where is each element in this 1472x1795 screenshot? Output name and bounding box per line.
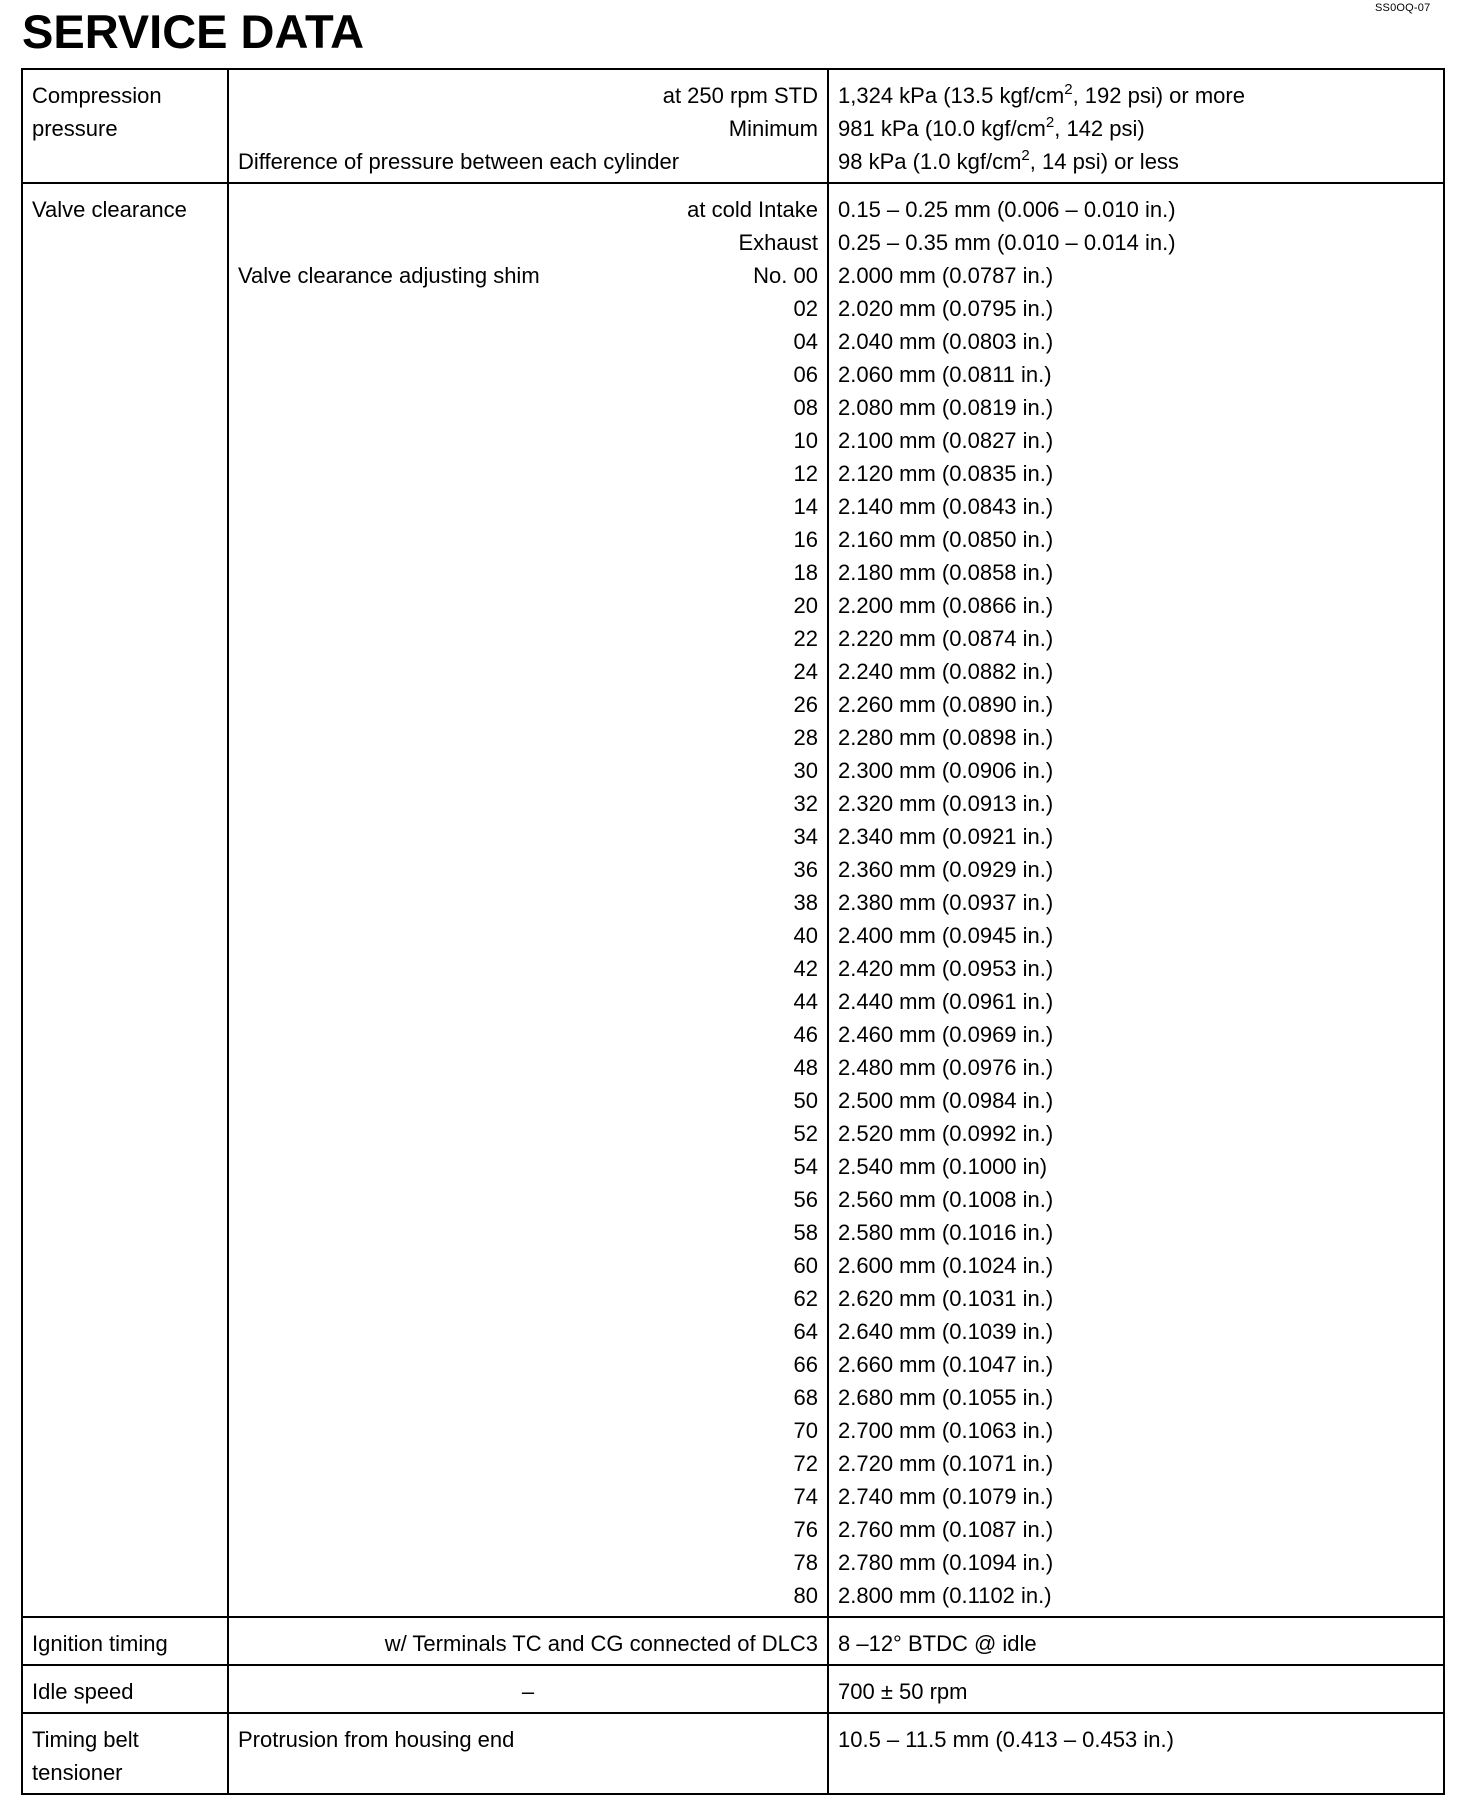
shim-row (238, 589, 818, 622)
shim-number: 54 (793, 1154, 818, 1179)
table-row (22, 1713, 1444, 1794)
shim-thickness-value: 2.240 mm (0.0882 in.) (838, 659, 1054, 684)
shim-row (238, 952, 818, 985)
shim-number: 60 (793, 1253, 818, 1278)
shim-thickness-value: 2.080 mm (0.0819 in.) (838, 395, 1054, 420)
spec-value: 1,324 kPa (13.5 kgf/$cm^2$, 192 psi) or more (838, 81, 1245, 108)
page-title: SERVICE DATA (22, 5, 365, 58)
shim-number: 46 (793, 1022, 818, 1047)
shim-number: 52 (793, 1121, 818, 1146)
service-data-table (21, 68, 1445, 1795)
shim-number: 18 (793, 560, 818, 585)
shim-thickness-value: 2.340 mm (0.0921 in.) (838, 824, 1054, 849)
shim-row (238, 1051, 818, 1084)
shim-thickness-value: 2.200 mm (0.0866 in.) (838, 593, 1054, 618)
shim-row (238, 655, 818, 688)
shim-row (238, 622, 818, 655)
shim-number: 80 (793, 1583, 818, 1608)
condition-cell (228, 1665, 828, 1713)
shim-thickness-value: 2.560 mm (0.1008 in.) (838, 1187, 1054, 1212)
spec-cell (828, 183, 1444, 1617)
shim-thickness-value: 2.480 mm (0.0976 in.) (838, 1055, 1054, 1080)
shim-thickness-value: 2.420 mm (0.0953 in.) (838, 956, 1054, 981)
shim-thickness-value: 2.020 mm (0.0795 in.) (838, 296, 1054, 321)
row-label-cell (22, 1665, 228, 1713)
shim-thickness-value: 2.520 mm (0.0992 in.) (838, 1121, 1054, 1146)
shim-row (238, 556, 818, 589)
row-label: pressure (32, 116, 118, 141)
row-label: Ignition timing (32, 1631, 168, 1656)
spec-value: 0.15 – 0.25 mm (0.006 – 0.010 in.) (838, 197, 1176, 222)
shim-row (238, 688, 818, 721)
condition-text: w/ Terminals TC and CG connected of DLC3 (384, 1631, 818, 1656)
shim-row (238, 1018, 818, 1051)
shim-number-list (238, 259, 818, 1612)
shim-number: 14 (793, 494, 818, 519)
shim-thickness-value: 2.540 mm (0.1000 in) (838, 1154, 1048, 1179)
shim-number: No. 00 (753, 263, 818, 288)
table-row (22, 69, 1444, 183)
shim-row (238, 1480, 818, 1513)
shim-row (238, 1084, 818, 1117)
shim-row (238, 919, 818, 952)
condition-cell (228, 1713, 828, 1794)
shim-row (238, 325, 818, 358)
spec-value: 98 kPa (1.0 kgf/$cm^2$, 14 psi) or less (838, 147, 1179, 174)
condition-text: Difference of pressure between each cylinder (238, 149, 680, 174)
shim-number: 38 (793, 890, 818, 915)
shim-number: 62 (793, 1286, 818, 1311)
condition-text: – (521, 1679, 535, 1704)
document-code: SS0OQ-07 (1375, 2, 1431, 14)
shim-row (238, 1249, 818, 1282)
row-label-cell (22, 1617, 228, 1665)
shim-thickness-value: 2.040 mm (0.0803 in.) (838, 329, 1054, 354)
shim-number: 50 (793, 1088, 818, 1113)
shim-label: Valve clearance adjusting shim (238, 263, 540, 288)
shim-number: 56 (793, 1187, 818, 1212)
shim-number: 26 (793, 692, 818, 717)
shim-row (238, 292, 818, 325)
row-label-cell (22, 69, 228, 183)
shim-row (238, 820, 818, 853)
shim-thickness-value: 2.720 mm (0.1071 in.) (838, 1451, 1054, 1476)
condition-text: at cold Intake (687, 197, 818, 222)
shim-row (238, 1150, 818, 1183)
shim-number: 22 (793, 626, 818, 651)
shim-thickness-value: 2.380 mm (0.0937 in.) (838, 890, 1054, 915)
shim-row (238, 1117, 818, 1150)
shim-number: 68 (793, 1385, 818, 1410)
shim-thickness-value: 2.220 mm (0.0874 in.) (838, 626, 1054, 651)
row-label-cell (22, 183, 228, 1617)
shim-thickness-value: 2.360 mm (0.0929 in.) (838, 857, 1054, 882)
shim-number: 70 (793, 1418, 818, 1443)
spec-value: 700 ± 50 rpm (838, 1679, 968, 1704)
table-row (22, 1617, 1444, 1665)
shim-thickness-value: 2.680 mm (0.1055 in.) (838, 1385, 1054, 1410)
shim-number: 42 (793, 956, 818, 981)
shim-row (238, 457, 818, 490)
shim-row (238, 1546, 818, 1579)
shim-number: 10 (793, 428, 818, 453)
shim-number: 36 (793, 857, 818, 882)
shim-thickness-value: 2.280 mm (0.0898 in.) (838, 725, 1054, 750)
spec-value: 8 –12° BTDC @ idle (838, 1631, 1037, 1656)
shim-number: 76 (793, 1517, 818, 1542)
spec-cell (828, 1665, 1444, 1713)
row-label: Compression (32, 83, 162, 108)
spec-value: 981 kPa (10.0 kgf/$cm^2$, 142 psi) (838, 114, 1145, 141)
shim-thickness-value: 2.640 mm (0.1039 in.) (838, 1319, 1054, 1344)
shim-row (238, 391, 818, 424)
shim-row (238, 787, 818, 820)
shim-number: 30 (793, 758, 818, 783)
shim-number: 16 (793, 527, 818, 552)
shim-row (238, 1447, 818, 1480)
shim-thickness-value: 2.500 mm (0.0984 in.) (838, 1088, 1054, 1113)
shim-thickness-value: 2.260 mm (0.0890 in.) (838, 692, 1054, 717)
shim-number: 32 (793, 791, 818, 816)
shim-row (238, 754, 818, 787)
shim-thickness-value: 2.320 mm (0.0913 in.) (838, 791, 1054, 816)
shim-row (238, 1348, 818, 1381)
shim-thickness-value: 2.000 mm (0.0787 in.) (838, 263, 1054, 288)
condition-cell (228, 69, 828, 183)
shim-row (238, 259, 818, 292)
shim-thickness-value: 2.100 mm (0.0827 in.) (838, 428, 1054, 453)
shim-thickness-value: 2.300 mm (0.0906 in.) (838, 758, 1054, 783)
shim-thickness-value: 2.620 mm (0.1031 in.) (838, 1286, 1054, 1311)
shim-number: 08 (793, 395, 818, 420)
condition-cell (228, 183, 828, 1617)
shim-row (238, 886, 818, 919)
shim-thickness-value: 2.440 mm (0.0961 in.) (838, 989, 1054, 1014)
row-label: Timing belt (32, 1727, 139, 1752)
shim-row (238, 424, 818, 457)
shim-thickness-value: 2.160 mm (0.0850 in.) (838, 527, 1054, 552)
shim-row (238, 1513, 818, 1546)
shim-row (238, 1414, 818, 1447)
shim-number: 74 (793, 1484, 818, 1509)
row-label: Idle speed (32, 1679, 134, 1704)
shim-number: 72 (793, 1451, 818, 1476)
shim-number: 06 (793, 362, 818, 387)
shim-row (238, 853, 818, 886)
shim-thickness-value: 2.140 mm (0.0843 in.) (838, 494, 1054, 519)
shim-thickness-value: 2.780 mm (0.1094 in.) (838, 1550, 1054, 1575)
shim-number: 48 (793, 1055, 818, 1080)
shim-value-list (838, 259, 1434, 1612)
shim-row (238, 1315, 818, 1348)
shim-number: 12 (793, 461, 818, 486)
shim-number: 40 (793, 923, 818, 948)
shim-number: 66 (793, 1352, 818, 1377)
shim-thickness-value: 2.740 mm (0.1079 in.) (838, 1484, 1054, 1509)
condition-text: Protrusion from housing end (238, 1727, 515, 1752)
shim-number: 58 (793, 1220, 818, 1245)
shim-number: 04 (793, 329, 818, 354)
spec-cell (828, 1617, 1444, 1665)
shim-thickness-value: 2.700 mm (0.1063 in.) (838, 1418, 1054, 1443)
spec-value: 0.25 – 0.35 mm (0.010 – 0.014 in.) (838, 230, 1176, 255)
spec-cell (828, 69, 1444, 183)
shim-thickness-value: 2.460 mm (0.0969 in.) (838, 1022, 1054, 1047)
shim-number: 44 (793, 989, 818, 1014)
condition-text: at 250 rpm STD (662, 83, 818, 108)
shim-row (238, 1282, 818, 1315)
shim-row (238, 1381, 818, 1414)
shim-number: 20 (793, 593, 818, 618)
shim-row (238, 358, 818, 391)
row-label: Valve clearance (32, 197, 187, 222)
shim-thickness-value: 2.800 mm (0.1102 in.) (838, 1583, 1052, 1608)
condition-text: Exhaust (738, 230, 818, 255)
shim-row (238, 985, 818, 1018)
shim-thickness-value: 2.120 mm (0.0835 in.) (838, 461, 1054, 486)
shim-thickness-value: 2.400 mm (0.0945 in.) (838, 923, 1054, 948)
condition-text: Minimum (728, 116, 818, 141)
spec-value: 10.5 – 11.5 mm (0.413 – 0.453 in.) (838, 1727, 1174, 1752)
shim-thickness-value: 2.180 mm (0.0858 in.) (838, 560, 1054, 585)
shim-number: 34 (793, 824, 818, 849)
row-label-cell (22, 1713, 228, 1794)
shim-number: 64 (793, 1319, 818, 1344)
shim-row (238, 1183, 818, 1216)
shim-row (238, 523, 818, 556)
shim-thickness-value: 2.600 mm (0.1024 in.) (838, 1253, 1054, 1278)
row-label: tensioner (32, 1760, 123, 1785)
table-row (22, 1665, 1444, 1713)
condition-cell (228, 1617, 828, 1665)
table-row (22, 183, 1444, 1617)
shim-number: 02 (793, 296, 818, 321)
shim-thickness-value: 2.660 mm (0.1047 in.) (838, 1352, 1054, 1377)
spec-cell (828, 1713, 1444, 1794)
shim-row (238, 1579, 818, 1612)
shim-row (238, 721, 818, 754)
shim-row (238, 490, 818, 523)
shim-thickness-value: 2.580 mm (0.1016 in.) (838, 1220, 1054, 1245)
shim-thickness-value: 2.760 mm (0.1087 in.) (838, 1517, 1054, 1542)
shim-row (238, 1216, 818, 1249)
shim-number: 78 (793, 1550, 818, 1575)
shim-number: 28 (793, 725, 818, 750)
shim-thickness-value: 2.060 mm (0.0811 in.) (838, 362, 1052, 387)
shim-number: 24 (793, 659, 818, 684)
